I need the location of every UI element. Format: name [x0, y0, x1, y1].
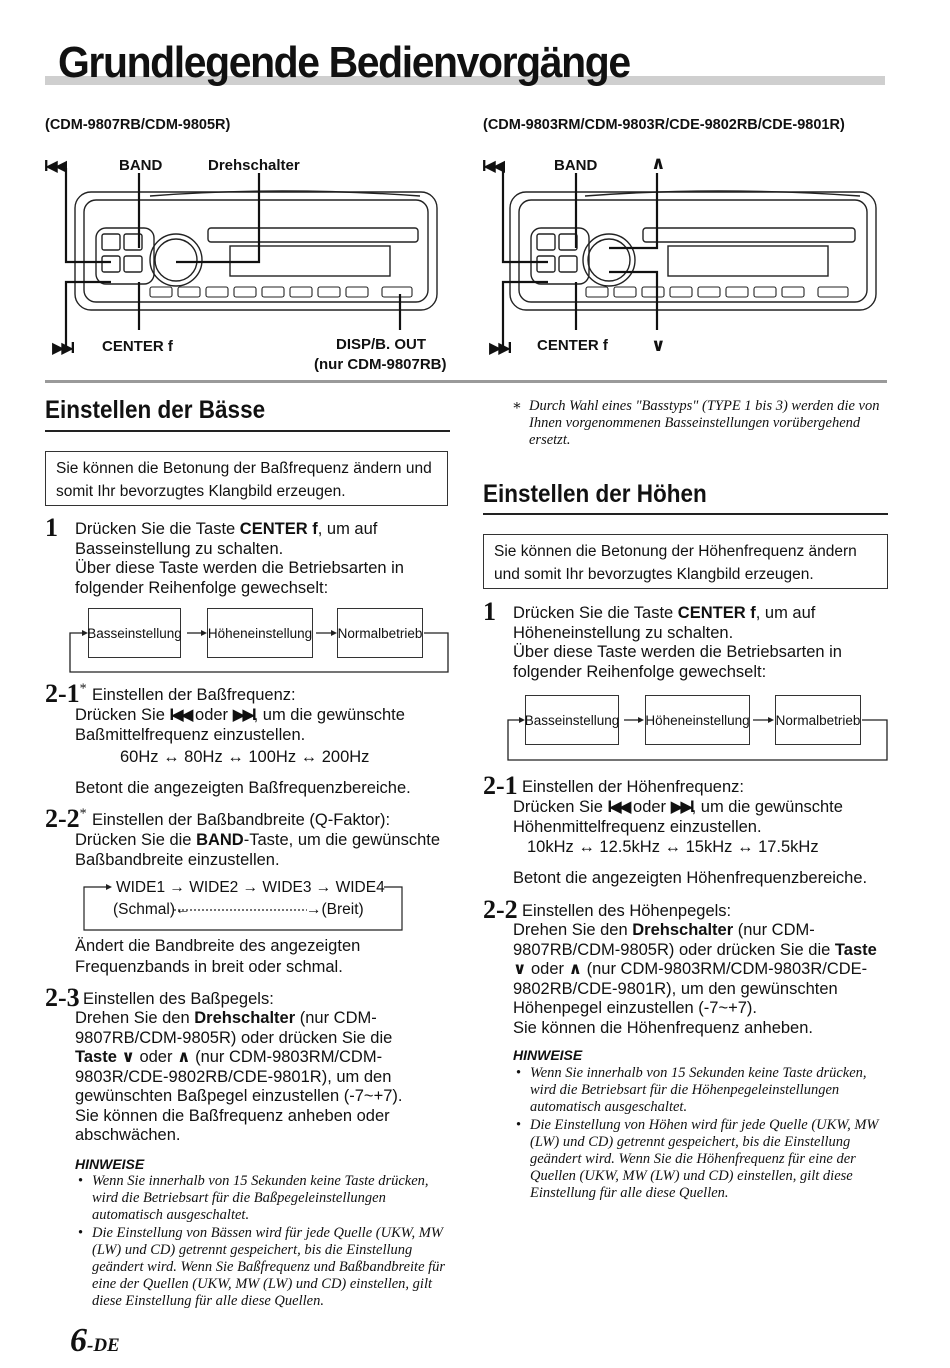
page-number-suffix: -DE	[87, 1335, 120, 1356]
treble-2-1-mid: oder	[628, 798, 671, 816]
bass-2-2-b: -Taste, um die gewünschte Baßbandbreite einzustellen.	[75, 831, 441, 869]
bass-2-2-note: Ändert die Bandbreite des angezeigten Frequenzbands in breit oder schmal.	[75, 937, 361, 976]
bass-type-footnote: Durch Wahl eines "Basstyps" (TYPE 1 bis 3) werden die von Ihnen vorgenommenen Basseinstellungen vorübergehend ersetzt.	[529, 398, 880, 449]
treble-2-2-d: (nur CDM-9803RM/CDM-9803R/CDE-9802RB/CDE-9801R), um den gewünschten Höhenpegel einzustellen (-7~+7).	[513, 960, 868, 1017]
left-next-track-icon: ▶▶I	[52, 340, 73, 357]
right-prev-track-icon: I◀◀	[482, 158, 503, 175]
right-band-label: BAND	[554, 157, 598, 174]
treble-2-2-key-up: ∧	[568, 960, 583, 978]
treble-2-1-a: Drücken Sie	[513, 798, 608, 816]
bass-2-3-c: oder	[134, 1048, 178, 1066]
left-disp-note: (nur CDM-9807RB)	[314, 356, 447, 373]
bass-width-broad	[306, 900, 364, 920]
bass-hinweise-heading: HINWEISE	[75, 1156, 145, 1172]
bass-2-3-a: Drehen Sie den	[75, 1009, 195, 1027]
left-prev-track-icon: I◀◀	[44, 158, 65, 175]
treble-2-2-b: (nur CDM-9807RB/CDM-9805R) oder drücken Sie die	[513, 921, 835, 959]
bass-heading: Einstellen der Bässe	[45, 396, 266, 424]
treble-step-2-1-number: 2-1	[483, 771, 518, 800]
treble-2-2-knob: Drehschalter	[632, 921, 734, 939]
right-next-track-icon: ▶▶I	[489, 340, 510, 357]
treble-step-1-a: Drücken Sie die Taste	[513, 604, 678, 622]
bass-2-3-d: (nur CDM-9803RM/CDM-9803R/CDE-9802RB/CDE-9801R), um den gewünschten Baßpegel einzustellen (-7~+7).	[75, 1048, 403, 1105]
treble-2-1-b: , um die gewünschte Höhenmittelfrequenz einzustellen.	[513, 798, 843, 836]
bass-2-2-a: Drücken Sie die	[75, 831, 197, 849]
treble-step-2-2-title: Einstellen des Höhenpegels:	[522, 902, 732, 920]
treble-intro-box: Sie können die Betonung der Höhenfrequenz ändern und somit Ihr bevorzugtes Klangbild erzeugen.	[483, 534, 888, 589]
treble-step-1-c: Über diese Taste werden die Betriebsarten in folgender Reihenfolge gewechselt:	[513, 643, 842, 681]
right-model-label: (CDM-9803RM/CDM-9803R/CDE-9802RB/CDE-9801R)	[483, 117, 845, 133]
bass-frequencies: 60Hz ↔ 80Hz ↔ 100Hz ↔ 200Hz	[120, 748, 370, 766]
treble-step-2-1-title: Einstellen der Höhenfrequenz:	[522, 778, 744, 796]
treble-2-2-a: Drehen Sie den	[513, 921, 633, 939]
right-center-label: CENTER f	[537, 337, 608, 354]
footnote-star: *	[79, 806, 87, 822]
treble-note-item: • Wenn Sie innerhalb von 15 Sekunden keine Taste drücken, wird die Betriebsart für die Höhenpegeleinstellungen automatisch ausgeschaltet.	[516, 1065, 888, 1117]
treble-step-2-2-number: 2-2	[483, 895, 518, 924]
footnote-star: *	[79, 681, 87, 697]
treble-flow-step: Basseinstellung	[525, 695, 619, 745]
bass-2-3-knob: Drehschalter	[194, 1009, 296, 1027]
bass-width-steps: WIDE1 → WIDE2 → WIDE3 → WIDE4	[116, 879, 385, 896]
treble-step-2-1-text	[513, 798, 891, 837]
bass-flow-step: Höheneinstellung	[207, 608, 313, 658]
bass-notes	[78, 1173, 450, 1311]
right-arrow-icon: →	[306, 901, 322, 918]
bass-flow-step: Normalbetrieb	[337, 608, 423, 658]
bass-2-3-key-up: ∧	[177, 1048, 191, 1066]
bass-2-2-key: BAND	[196, 831, 244, 849]
page-title: Grundlegende Bedienvorgänge	[58, 38, 630, 87]
treble-step-1-number: 1	[483, 597, 496, 626]
bass-step-2-1-title: Einstellen der Baßfrequenz:	[92, 686, 296, 704]
right-down-icon: ∨	[651, 335, 666, 355]
page-number-digit: 6	[70, 1322, 87, 1359]
next-track-icon: ▶▶I	[232, 706, 254, 724]
bass-step-1-a: Drücken Sie die Taste	[75, 520, 240, 538]
bass-step-2-3-number: 2-3	[45, 983, 80, 1012]
bass-width-narrow	[113, 900, 191, 920]
treble-notes	[516, 1065, 888, 1203]
bass-2-3-b: (nur CDM-9807RB/CDM-9805R) oder drücken Sie die	[75, 1009, 393, 1047]
treble-2-2-c: oder	[526, 960, 569, 978]
treble-2-2-key-down: Taste ∨	[513, 940, 877, 978]
treble-step-1-b: , um auf Höheneinstellung zu schalten.	[513, 604, 816, 642]
bass-flow-step: Basseinstellung	[88, 608, 181, 658]
bass-2-3-e: Sie können die Baßfrequenz anheben oder abschwächen.	[75, 1106, 390, 1144]
bass-step-2-3-title: Einstellen des Baßpegels:	[83, 990, 274, 1008]
narrow-label: (Schmal)	[113, 901, 176, 918]
bass-note-item: • Die Einstellung von Bässen wird für jede Quelle (UKW, MW (LW) und CD) getrennt gespeichert, bis die Einstellung geändert wird. Wenn Sie Baßfrequenz und Baßbandbreite für eine der Quellen (UKW, MW (LW) und CD) einstellen, gilt diese Einstellung für alle diese Quellen.	[78, 1225, 450, 1311]
bass-intro-box: Sie können die Betonung der Baßfrequenz ändern und somit Ihr bevorzugtes Klangbild erzeugen.	[45, 451, 448, 506]
treble-frequencies: 10kHz ↔ 12.5kHz ↔ 15kHz ↔ 17.5kHz	[527, 838, 819, 856]
bass-step-2-2-num: 2-2	[45, 804, 80, 833]
left-center-label: CENTER f	[102, 338, 173, 355]
treble-hinweise-heading: HINWEISE	[513, 1047, 583, 1063]
bass-step-2-1-num: 2-1	[45, 679, 80, 708]
treble-2-2-e: Sie können die Höhenfrequenz anheben.	[513, 1018, 813, 1037]
bass-step-2-2-title: Einstellen der Baßbandbreite (Q-Faktor):	[92, 811, 391, 829]
right-up-icon: ∧	[651, 153, 666, 173]
page-number	[70, 1322, 120, 1360]
left-band-label: BAND	[119, 157, 163, 174]
treble-step-1-key: CENTER f	[677, 604, 756, 622]
bass-2-1-mid: oder	[190, 706, 233, 724]
treble-note-item: • Die Einstellung von Höhen wird für jede Quelle (UKW, MW (LW) und CD) getrennt gespeichert, bis die Einstellung geändert wird. Wenn Sie die Höhenfrequenz für eine der Quellen (UKW, MW (LW) und CD) einstellen, gilt diese Einstellung für alle diese Quellen.	[516, 1117, 888, 1203]
next-track-icon: ▶▶I	[670, 798, 692, 816]
left-arrow-icon: ←	[175, 901, 191, 918]
prev-track-icon: I◀◀	[607, 798, 629, 816]
bass-step-1-key: CENTER f	[239, 520, 318, 538]
left-knob-label: Drehschalter	[208, 157, 300, 174]
treble-heading: Einstellen der Höhen	[483, 480, 707, 508]
treble-step-2-2-text	[513, 921, 881, 1038]
treble-flow-step: Normalbetrieb	[775, 695, 861, 745]
bass-step-1-c: Über diese Taste werden die Betriebsarten in folgender Reihenfolge gewechselt:	[75, 559, 404, 597]
bass-2-1-note: Betont die angezeigten Baßfrequenzbereiche.	[75, 779, 411, 797]
bass-step-1-number: 1	[45, 513, 58, 542]
bass-2-1-b: , um die gewünschte Baßmittelfrequenz einzustellen.	[75, 706, 405, 744]
bass-2-3-key-down: Taste ∨	[75, 1048, 135, 1066]
treble-2-1-note: Betont die angezeigten Höhenfrequenzbereiche.	[513, 869, 868, 887]
bass-step-2-3-text	[75, 1009, 435, 1146]
prev-track-icon: I◀◀	[169, 706, 191, 724]
left-model-label: (CDM-9807RB/CDM-9805R)	[45, 117, 231, 133]
bass-step-1-b: , um auf Basseinstellung zu schalten.	[75, 520, 378, 558]
treble-flow-step: Höheneinstellung	[645, 695, 750, 745]
bass-note-item: • Wenn Sie innerhalb von 15 Sekunden keine Taste drücken, wird die Betriebsart für die Baßpegeleinstellungen automatisch ausgeschaltet.	[78, 1173, 450, 1225]
footnote-star-mark: ∗	[512, 398, 522, 414]
broad-label: (Breit)	[321, 901, 364, 918]
left-disp-label: DISP/B. OUT	[336, 336, 427, 353]
bass-2-1-a: Drücken Sie	[75, 706, 170, 724]
